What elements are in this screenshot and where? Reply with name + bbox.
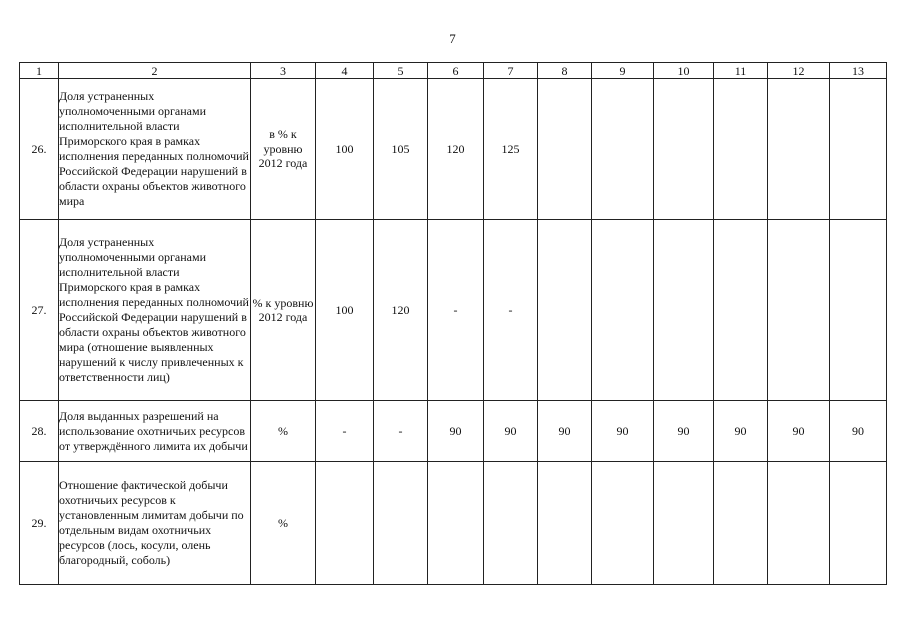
column-header: 4	[316, 63, 374, 79]
value-cell: 90	[428, 401, 484, 462]
value-cell: 105	[374, 79, 428, 220]
unit-cell: % к уровню 2012 года	[251, 220, 316, 401]
value-cell: -	[484, 220, 538, 401]
column-header: 9	[592, 63, 654, 79]
value-cell	[538, 220, 592, 401]
value-cell: 100	[316, 220, 374, 401]
value-cell: 120	[428, 79, 484, 220]
table-row	[20, 401, 887, 462]
value-cell: 120	[374, 220, 428, 401]
value-cell	[830, 220, 887, 401]
value-cell: -	[374, 401, 428, 462]
unit-cell: %	[251, 401, 316, 462]
value-cell	[374, 462, 428, 585]
value-cell	[654, 220, 714, 401]
value-cell	[592, 220, 654, 401]
value-cell: 90	[484, 401, 538, 462]
page-number: 7	[449, 31, 456, 46]
value-cell	[714, 462, 768, 585]
value-cell	[538, 462, 592, 585]
column-header: 12	[768, 63, 830, 79]
column-header: 7	[484, 63, 538, 79]
value-cell: -	[316, 401, 374, 462]
header-row	[20, 63, 887, 79]
value-cell	[654, 462, 714, 585]
value-cell: 90	[768, 401, 830, 462]
table-row	[20, 79, 887, 220]
column-header: 5	[374, 63, 428, 79]
value-cell	[768, 220, 830, 401]
indicator-name: Доля устраненных уполномоченными органами исполнительной власти Приморского края в рамках исполнения переданных полномочий Российской Федерации нарушений в области охраны объектов животного мира (отношение выявленных нарушений к числу привлеченных к ответственности лиц)	[59, 220, 251, 401]
value-cell	[768, 79, 830, 220]
value-cell	[592, 79, 654, 220]
value-cell: 90	[830, 401, 887, 462]
unit-cell: в % к уровню 2012 года	[251, 79, 316, 220]
column-header: 13	[830, 63, 887, 79]
value-cell	[654, 79, 714, 220]
value-cell: 100	[316, 79, 374, 220]
indicator-name: Доля выданных разрешений на использование охотничьих ресурсов от утверждённого лимита их добычи	[59, 401, 251, 462]
value-cell	[592, 462, 654, 585]
table-row	[20, 220, 887, 401]
row-number: 27.	[20, 220, 59, 401]
indicator-name: Доля устраненных уполномоченными органами исполнительной власти Приморского края в рамках исполнения переданных полномочий Российской Федерации нарушений в области охраны объектов животного мира	[59, 79, 251, 220]
row-number: 29.	[20, 462, 59, 585]
indicator-name: Отношение фактической добычи охотничьих ресурсов к установленным лимитам добычи по отдельным видам охотничьих ресурсов (лось, косули, олень благородный, соболь)	[59, 462, 251, 585]
row-number: 26.	[20, 79, 59, 220]
unit-cell: %	[251, 462, 316, 585]
column-header: 11	[714, 63, 768, 79]
column-header: 6	[428, 63, 484, 79]
column-header: 1	[20, 63, 59, 79]
value-cell	[830, 79, 887, 220]
value-cell: 125	[484, 79, 538, 220]
value-cell	[714, 79, 768, 220]
value-cell: -	[428, 220, 484, 401]
column-header: 3	[251, 63, 316, 79]
table-row	[20, 462, 887, 585]
value-cell	[714, 220, 768, 401]
value-cell	[316, 462, 374, 585]
value-cell	[538, 79, 592, 220]
value-cell: 90	[592, 401, 654, 462]
value-cell	[484, 462, 538, 585]
column-header: 10	[654, 63, 714, 79]
value-cell: 90	[538, 401, 592, 462]
value-cell	[768, 462, 830, 585]
column-header: 2	[59, 63, 251, 79]
column-header: 8	[538, 63, 592, 79]
value-cell: 90	[654, 401, 714, 462]
value-cell	[830, 462, 887, 585]
value-cell	[428, 462, 484, 585]
row-number: 28.	[20, 401, 59, 462]
indicators-table	[19, 62, 887, 585]
value-cell: 90	[714, 401, 768, 462]
